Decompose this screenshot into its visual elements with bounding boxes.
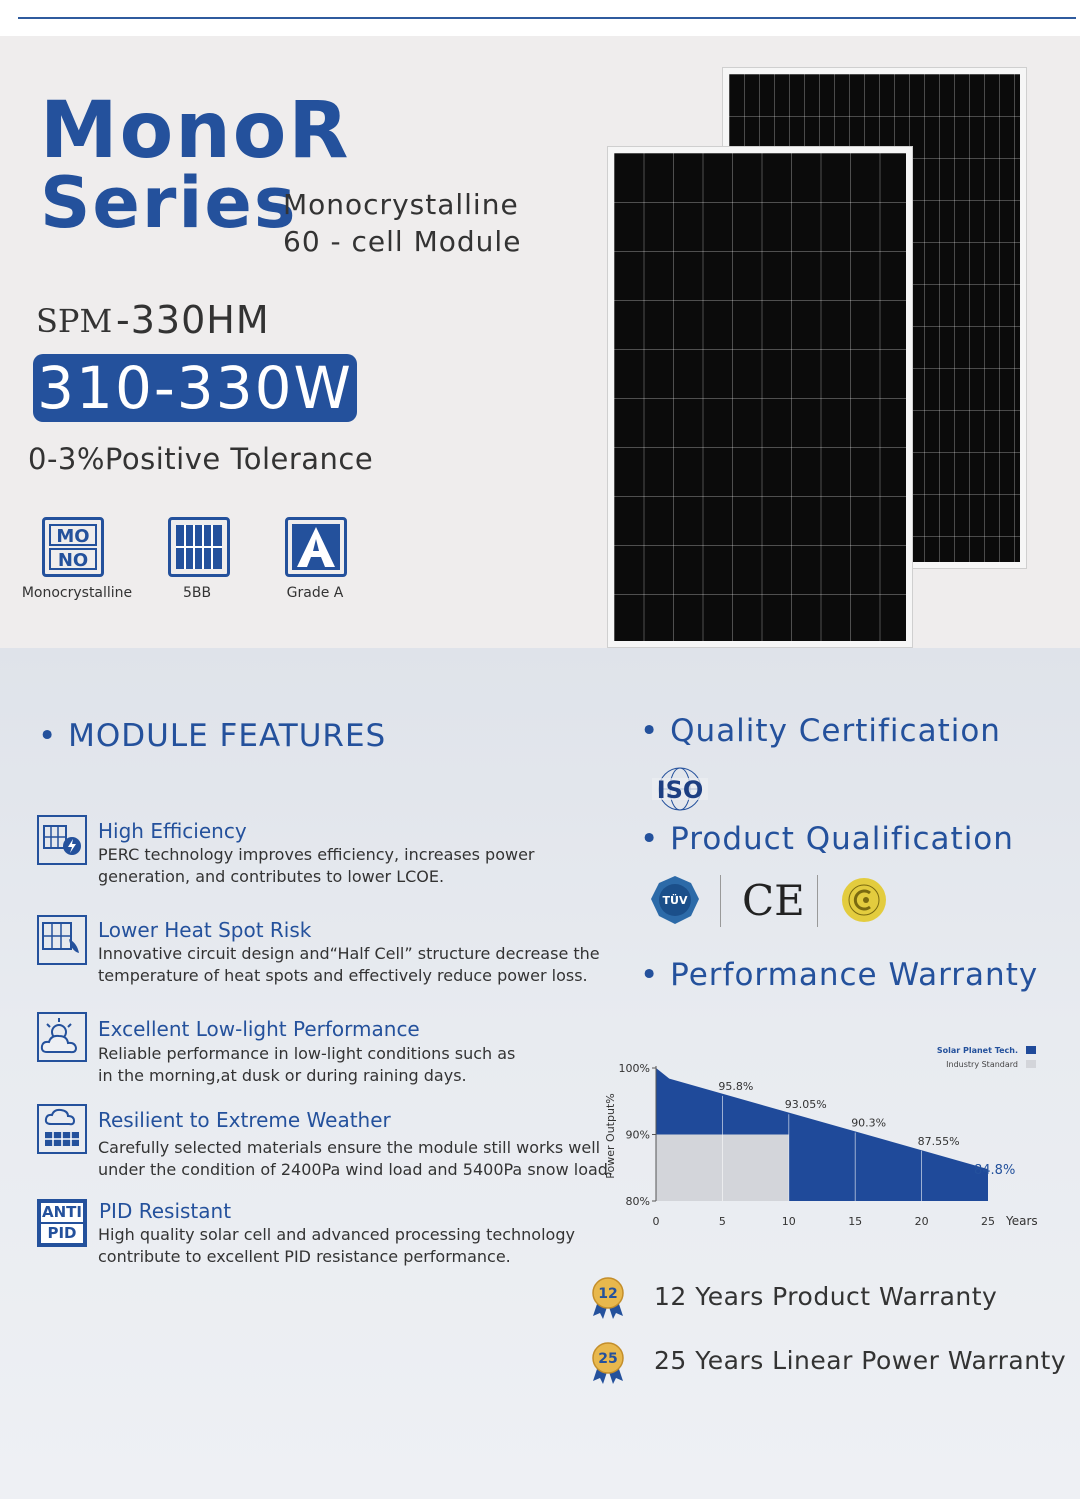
product-warranty-text: 12 Years Product Warranty	[654, 1282, 998, 1311]
svg-text:ISO: ISO	[656, 776, 704, 804]
busbar-icon	[168, 517, 230, 577]
x-tick-label: 0	[652, 1215, 660, 1228]
performance-warranty-heading: • Performance Warranty	[640, 957, 1039, 993]
x-tick-label: 15	[848, 1215, 863, 1228]
x-axis-label: Years	[1006, 1214, 1038, 1228]
series-title-line2: Series	[40, 162, 298, 244]
feature-title-efficiency: High Efficiency	[98, 819, 247, 843]
iso-logo	[650, 766, 710, 812]
x-tick-label: 25	[981, 1215, 995, 1228]
y-tick-label: 90%	[625, 1128, 650, 1142]
product-qualification-heading: • Product Qualification	[640, 821, 1014, 857]
feature-title-low-light: Excellent Low-light Performance	[98, 1017, 420, 1041]
legend-swatch-solar-planet	[1026, 1046, 1036, 1054]
badge-label-grade: Grade A	[286, 585, 344, 601]
cqc-seal	[840, 876, 888, 924]
warranty-chart	[598, 1038, 1048, 1243]
efficiency-icon	[37, 815, 87, 865]
tuv-logo	[650, 875, 700, 925]
module-type: Monocrystalline	[283, 188, 519, 221]
badge-label-mono: Monocrystalline	[21, 585, 133, 601]
cell-count: 60 - cell Module	[283, 225, 522, 258]
medal-12-icon	[590, 1276, 626, 1320]
half-cell-icon	[37, 915, 87, 965]
badge-label-5bb: 5BB	[182, 585, 212, 601]
feature-desc-efficiency: PERC technology improves efficiency, increases power generation, and contributes to lower LCOE.	[98, 845, 535, 886]
y-tick-label: 80%	[625, 1195, 650, 1208]
feature-desc-weather: Carefully selected materials ensure the module still works well under the condition of 2400Pa wind load and 5400Pa snow load.	[98, 1138, 614, 1179]
cert-divider	[817, 875, 818, 927]
cert-divider	[720, 875, 721, 927]
weather-icon	[37, 1104, 87, 1154]
power-range-badge: 310-330W	[33, 354, 357, 422]
svg-text:MO: MO	[56, 526, 90, 547]
feature-desc-pid: High quality solar cell and advanced processing technology contribute to excellent PID resistance performance.	[98, 1225, 575, 1266]
mono-icon	[42, 517, 104, 577]
anti-pid-icon: ANTI PID	[37, 1199, 87, 1247]
x-tick-label: 5	[718, 1215, 726, 1228]
feature-desc-low-light: Reliable performance in low-light conditions such as in the morning,at dusk or during raining days.	[98, 1044, 516, 1085]
feature-title-pid: PID Resistant	[99, 1199, 232, 1223]
linear-warranty-text: 25 Years Linear Power Warranty	[654, 1346, 1067, 1375]
data-label: 84.8%	[974, 1163, 1016, 1179]
svg-text:12: 12	[598, 1286, 618, 1302]
x-tick-label: 10	[781, 1215, 796, 1228]
y-axis-label: Power Output%	[604, 1093, 617, 1179]
feature-title-weather: Resilient to Extreme Weather	[98, 1108, 391, 1132]
module-features-heading: • MODULE FEATURES	[38, 718, 387, 754]
x-tick-label: 20	[914, 1215, 929, 1228]
legend-label-solar-planet: Solar Planet Tech.	[936, 1046, 1018, 1055]
svg-text:TÜV: TÜV	[662, 894, 688, 907]
data-label: 95.8%	[718, 1079, 754, 1093]
data-label: 90.3%	[851, 1116, 887, 1130]
data-label: 93.05%	[784, 1098, 827, 1112]
low-light-icon	[37, 1012, 87, 1062]
data-label: 87.55%	[917, 1134, 960, 1148]
tolerance-text: 0-3%Positive Tolerance	[28, 442, 374, 476]
svg-text:NO: NO	[57, 550, 89, 571]
model-code: -330HM	[116, 298, 270, 342]
ce-mark: CE	[742, 876, 805, 925]
y-tick-label: 100%	[618, 1062, 650, 1075]
quality-certification-heading: • Quality Certification	[640, 713, 1001, 749]
model-prefix: SPM	[36, 302, 113, 340]
legend-label-industry: Industry Standard	[946, 1060, 1018, 1069]
feature-title-heat-spot: Lower Heat Spot Risk	[98, 918, 312, 942]
solar-panel-front-image	[607, 146, 913, 648]
top-divider	[18, 17, 1076, 19]
grade-a-icon	[285, 517, 347, 577]
feature-desc-heat-spot: Innovative circuit design and“Half Cell” structure decrease the temperature of heat spots and effectively reduce power loss.	[98, 944, 600, 985]
series-title: MonoR	[40, 86, 351, 176]
medal-25-icon	[590, 1341, 626, 1385]
legend-swatch-industry	[1026, 1060, 1036, 1068]
svg-text:25: 25	[598, 1351, 618, 1367]
